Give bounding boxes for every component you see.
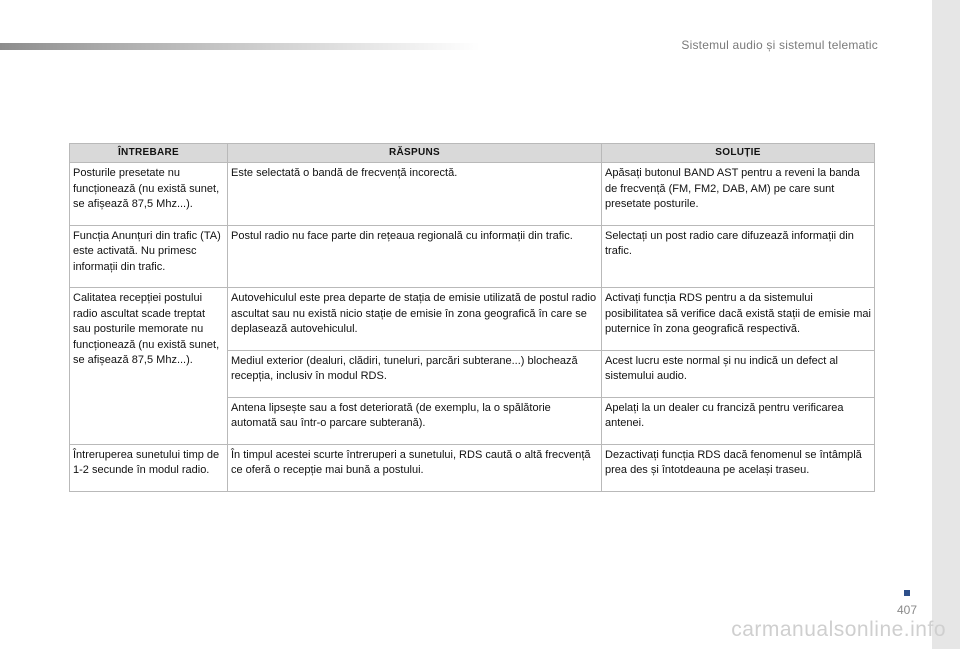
answer-cell: Mediul exterior (dealuri, clădiri, tuneluri, parcări subterane...) blochează recepția, inclusiv în modul RDS. — [228, 350, 602, 397]
column-header-solution: SOLUȚIE — [602, 144, 875, 163]
watermark: carmanualsonline.info — [731, 618, 946, 641]
question-cell: Posturile presetate nu funcționează (nu există sunet, se afișează 87,5 Mhz...). — [70, 163, 228, 226]
page-number: 407 — [897, 603, 918, 617]
answer-cell: Postul radio nu face parte din rețeaua regională cu informații din trafic. — [228, 225, 602, 288]
question-cell: Calitatea recepției postului radio ascultat scade treptat sau posturile memorate nu funcționează (nu există sunet, se afișează 87,5 Mhz...). — [70, 288, 228, 445]
troubleshooting-table — [69, 143, 875, 492]
answer-cell: În timpul acestei scurte întreruperi a sunetului, RDS caută o altă frecvență ce oferă o recepție mai bună a postului. — [228, 444, 602, 491]
table-row — [70, 225, 875, 288]
solution-cell: Apăsați butonul BAND AST pentru a reveni la banda de frecvență (FM, FM2, DAB, AM) pe care sunt presetate posturile. — [602, 163, 875, 226]
column-header-answer: RĂSPUNS — [228, 144, 602, 163]
question-cell: Întreruperea sunetului timp de 1-2 secunde în modul radio. — [70, 444, 228, 491]
solution-cell: Activați funcția RDS pentru a da sistemului posibilitatea să verifice dacă există stații de emisie mai puternice în zona geografică respectivă. — [602, 288, 875, 351]
solution-cell: Selectați un post radio care difuzează informații din trafic. — [602, 225, 875, 288]
answer-cell: Antena lipsește sau a fost deteriorată (de exemplu, la o spălătorie automată sau într-o parcare subterană). — [228, 397, 602, 444]
table-row — [70, 163, 875, 226]
answer-cell: Autovehiculul este prea departe de stația de emisie utilizată de postul radio ascultat sau nu există nicio stație de emisie în zona geografică în care se deplasează autovehiculul. — [228, 288, 602, 351]
page-marker — [904, 590, 910, 596]
solution-cell: Dezactivați funcția RDS dacă fenomenul se întâmplă prea des și întotdeauna pe același traseu. — [602, 444, 875, 491]
table-header-row — [70, 144, 875, 163]
answer-cell: Este selectată o bandă de frecvență incorectă. — [228, 163, 602, 226]
table-row — [70, 288, 875, 351]
question-cell: Funcția Anunțuri din trafic (TA) este activată. Nu primesc informații din trafic. — [70, 225, 228, 288]
solution-cell: Acest lucru este normal și nu indică un defect al sistemului audio. — [602, 350, 875, 397]
section-title: Sistemul audio și sistemul telematic — [681, 38, 878, 52]
column-header-question: ÎNTREBARE — [70, 144, 228, 163]
solution-cell: Apelați la un dealer cu franciză pentru verificarea antenei. — [602, 397, 875, 444]
header-decorative-bar — [0, 43, 480, 50]
table-row — [70, 444, 875, 491]
page-edge-strip — [932, 0, 960, 649]
